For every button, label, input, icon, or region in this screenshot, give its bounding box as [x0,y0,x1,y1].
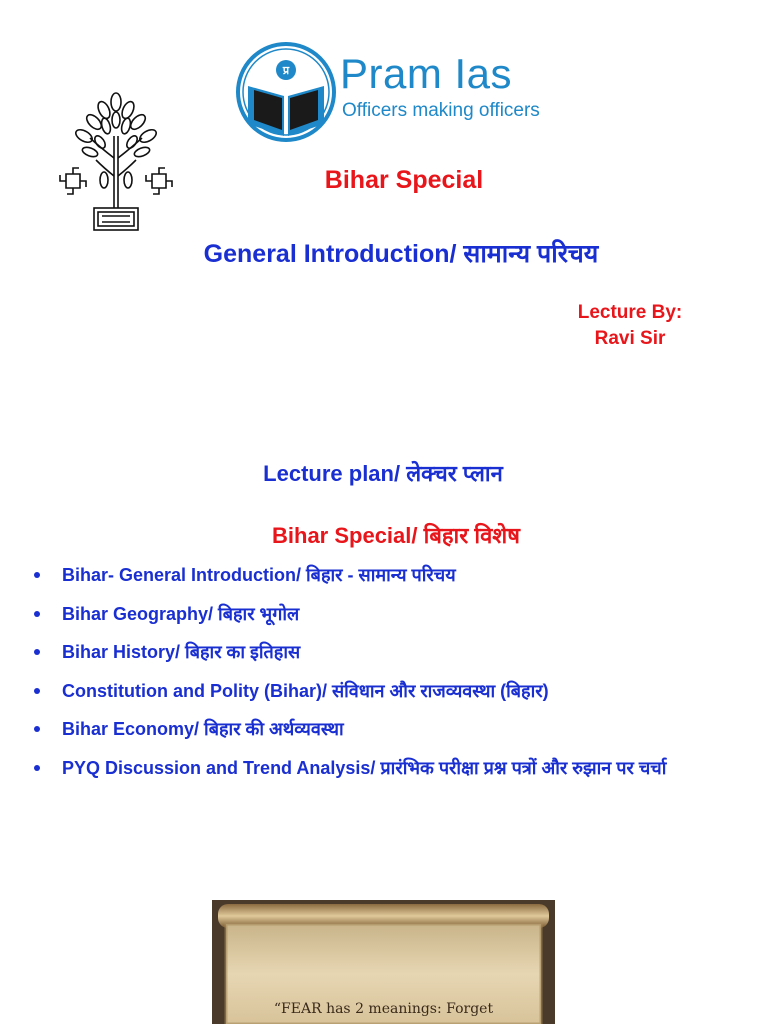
list-item-text: Bihar Economy/ बिहार की अर्थव्यवस्था [62,719,344,739]
quote-text: “FEAR has 2 meanings: Forget [273,1001,494,1017]
logo-tagline: Officers making officers [342,100,540,121]
subject-title: Bihar Special [324,166,484,194]
bullet-icon [34,572,40,578]
book-person-logo-icon [234,40,338,144]
list-item [34,556,759,595]
lecturer-name: Ravi Sir [594,328,666,349]
lecture-plan-subheading: Bihar Special/ बिहार विशेष [272,523,520,548]
bullet-icon [34,649,40,655]
pram-ias-logo [234,40,338,144]
list-item [34,749,759,787]
logo-name: Pram Ias [340,50,513,97]
lecture-plan-heading: Lecture plan/ लेक्चर प्लान [263,461,503,486]
lecture-plan-list [34,556,759,787]
bihar-emblem [56,88,176,234]
list-item-text: Constitution and Polity (Bihar)/ संविधान और राजव्यवस्था (बिहार) [62,680,549,701]
list-item-text: Bihar History/ बिहार का इतिहास [62,642,301,662]
lecturer-info [560,300,700,352]
bullet-icon [34,726,40,732]
list-item-text: Bihar Geography/ बिहार भूगोल [62,603,300,624]
bullet-icon [34,688,40,694]
bullet-icon [34,765,40,771]
list-item [34,672,759,711]
list-item-text: Bihar- General Introduction/ बिहार - सामान्य परिचय [62,565,456,585]
list-item [34,710,759,749]
bihar-state-emblem-icon [56,88,176,234]
lecture-by-label: Lecture By: [577,302,683,323]
list-item [34,595,759,634]
list-item-text: PYQ Discussion and Trend Analysis/ प्रारंभिक परीक्षा प्रश्न पत्रों और रुझान पर चर्चा [62,757,667,778]
list-item [34,633,759,672]
svg-text:प्र: प्र [282,64,290,77]
bullet-icon [34,611,40,617]
topic-title: General Introduction/ सामान्य परिचय [203,240,599,268]
